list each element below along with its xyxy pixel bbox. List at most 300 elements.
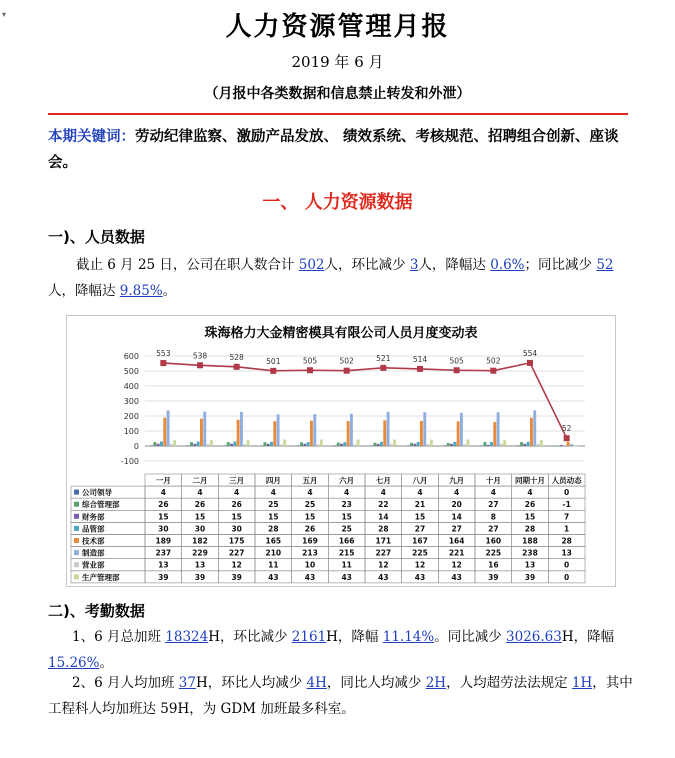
keywords-text: 劳动纪律监察、激励产品发放、 绩效系统、考核规范、招聘组合创新、座谈会。 xyxy=(48,129,619,171)
table-value: 12 xyxy=(378,560,389,570)
value-mom-decrease: 3 xyxy=(409,257,419,273)
bar xyxy=(203,412,206,446)
bar xyxy=(173,440,176,446)
bar xyxy=(163,418,166,446)
bar xyxy=(453,442,456,446)
total-point xyxy=(527,360,533,366)
total-data-label: 528 xyxy=(229,352,244,362)
total-data-label: 554 xyxy=(522,348,538,358)
personnel-paragraph xyxy=(48,252,633,304)
total-data-label: 501 xyxy=(266,356,281,366)
category-label: 三月 xyxy=(229,476,245,485)
table-value: 0 xyxy=(564,560,570,570)
bar xyxy=(387,412,390,446)
bar xyxy=(283,440,286,446)
legend-swatch xyxy=(74,502,79,507)
table-value: 225 xyxy=(412,548,428,558)
bar xyxy=(527,442,530,446)
y-tick-label: 200 xyxy=(123,412,139,421)
bar xyxy=(487,445,490,446)
bar xyxy=(263,442,266,446)
table-value: 39 xyxy=(194,572,206,582)
table-value: 26 xyxy=(231,500,242,510)
bar xyxy=(333,445,336,446)
table-value: 12 xyxy=(414,560,426,570)
table-value: 13 xyxy=(561,548,572,558)
bar xyxy=(310,421,313,446)
text-run: H，降幅 xyxy=(561,629,615,645)
table-value: 28 xyxy=(561,536,572,546)
bar xyxy=(370,445,373,446)
bar xyxy=(523,444,526,446)
bar xyxy=(237,420,240,446)
bar xyxy=(260,445,263,446)
table-value: 227 xyxy=(228,548,245,558)
bar xyxy=(427,444,430,446)
total-point xyxy=(380,365,386,371)
table-value: 15 xyxy=(341,512,352,522)
table-value: 25 xyxy=(304,500,316,510)
table-value: 215 xyxy=(338,548,355,558)
category-label: 四月 xyxy=(265,476,281,485)
series-name: 综合管理部 xyxy=(82,500,120,510)
bar xyxy=(187,445,190,446)
table-value: 7 xyxy=(564,512,570,522)
total-point xyxy=(417,366,423,372)
chart-canvas xyxy=(67,316,615,586)
bar xyxy=(350,414,353,446)
bar xyxy=(383,420,386,446)
bar xyxy=(343,442,346,446)
table-value: 15 xyxy=(268,512,279,522)
table-value: 4 xyxy=(160,488,166,498)
table-value: 28 xyxy=(268,524,279,534)
total-point xyxy=(490,368,496,374)
table-value: 30 xyxy=(231,524,242,534)
total-data-label: 505 xyxy=(302,356,318,366)
table-value: 169 xyxy=(302,536,318,546)
bar xyxy=(497,412,500,446)
value-mom-rate: 0.6% xyxy=(490,257,525,273)
value-headcount: 502 xyxy=(298,257,325,273)
value-avg-mom-decrease: 4H xyxy=(306,675,327,691)
bar xyxy=(463,444,466,446)
table-value: 43 xyxy=(451,572,462,582)
table-value: 4 xyxy=(234,488,240,498)
bar xyxy=(460,413,463,446)
bar xyxy=(537,444,540,446)
value-yoy-overtime-rate: 15.26% xyxy=(48,655,100,671)
bar xyxy=(390,444,393,446)
text-run: 人，降幅达 xyxy=(418,257,491,273)
legend-swatch xyxy=(74,538,79,543)
text-run: H，环比人均减少 xyxy=(195,675,307,691)
category-label: 十月 xyxy=(485,476,501,485)
table-value: 25 xyxy=(341,524,352,534)
table-value: 30 xyxy=(158,524,169,534)
bar xyxy=(277,415,280,447)
text-run: H，环比减少 xyxy=(208,629,292,645)
table-value: 43 xyxy=(268,572,279,582)
text-run: 人，环比减少 xyxy=(324,257,410,273)
table-value: 27 xyxy=(414,524,426,534)
bar xyxy=(347,421,350,446)
total-point xyxy=(307,367,313,373)
table-value: 0 xyxy=(564,488,570,498)
y-tick-label: 600 xyxy=(123,352,139,361)
bar xyxy=(393,440,396,446)
total-point xyxy=(270,368,276,374)
value-over-limit: 1H xyxy=(571,675,593,691)
total-data-label: 521 xyxy=(376,353,391,363)
table-value: 166 xyxy=(338,536,355,546)
bar xyxy=(193,444,196,446)
series-name: 生产管理部 xyxy=(82,572,120,582)
table-value: 39 xyxy=(524,572,536,582)
bar xyxy=(197,442,200,447)
bar xyxy=(297,445,300,446)
bar xyxy=(483,442,486,446)
bar xyxy=(373,443,376,446)
bar xyxy=(493,422,496,446)
bar xyxy=(303,444,306,446)
table-value: 30 xyxy=(194,524,206,534)
table-value: 27 xyxy=(451,524,462,534)
y-tick-label: 0 xyxy=(133,442,139,451)
text-run: 。 xyxy=(162,283,177,299)
value-mom-overtime-rate: 11.14% xyxy=(382,629,435,645)
table-value: 43 xyxy=(414,572,426,582)
category-label: 同期十月 xyxy=(515,476,545,485)
value-avg-yoy-decrease: 2H xyxy=(425,675,447,691)
table-value: 189 xyxy=(155,536,172,546)
table-value: 28 xyxy=(524,524,536,534)
bar xyxy=(517,445,520,446)
bar xyxy=(320,440,323,446)
value-mom-overtime-decrease: 2161 xyxy=(291,629,327,645)
table-value: 15 xyxy=(194,512,206,522)
bar xyxy=(380,442,383,446)
bar xyxy=(413,444,416,446)
table-value: 15 xyxy=(524,512,536,522)
table-value: 15 xyxy=(304,512,316,522)
table-value: 0 xyxy=(564,572,570,582)
category-label: 五月 xyxy=(302,476,318,485)
table-value: 39 xyxy=(488,572,499,582)
value-yoy-decrease: 52 xyxy=(596,257,614,273)
table-value: 165 xyxy=(265,536,282,546)
total-data-label: 538 xyxy=(192,351,208,361)
category-label: 一月 xyxy=(155,476,171,485)
bar xyxy=(410,443,413,446)
bar xyxy=(407,445,410,446)
bar xyxy=(243,444,246,446)
legend-swatch xyxy=(74,550,79,555)
bar xyxy=(423,412,426,446)
bar xyxy=(247,440,250,446)
bar xyxy=(230,444,233,446)
table-value: 43 xyxy=(378,572,389,582)
bar xyxy=(490,442,493,446)
table-value: 4 xyxy=(270,488,276,498)
bar xyxy=(233,442,236,447)
bar xyxy=(273,421,276,446)
total-data-label: 502 xyxy=(486,356,501,366)
table-value: 11 xyxy=(341,560,352,570)
value-total-overtime: 18324 xyxy=(165,629,209,645)
table-value: 13 xyxy=(524,560,536,570)
table-value: 26 xyxy=(524,500,536,510)
table-value: 20 xyxy=(451,500,462,510)
bar xyxy=(570,444,573,446)
legend-swatch xyxy=(74,490,79,495)
bar xyxy=(530,418,533,446)
bar xyxy=(553,446,556,447)
table-value: -1 xyxy=(562,500,571,510)
bar xyxy=(280,444,283,446)
table-value: 213 xyxy=(302,548,318,558)
table-value: 13 xyxy=(158,560,169,570)
category-label: 六月 xyxy=(339,476,355,485)
table-value: 4 xyxy=(307,488,313,498)
text-run: ，同比人均减少 xyxy=(326,675,426,691)
legend-swatch xyxy=(74,526,79,531)
bar xyxy=(267,444,270,446)
table-value: 21 xyxy=(414,500,426,510)
bar xyxy=(227,442,230,446)
table-value: 160 xyxy=(485,536,502,546)
table-value: 12 xyxy=(451,560,462,570)
legend-swatch xyxy=(74,574,79,579)
table-value: 8 xyxy=(490,512,496,522)
table-value: 4 xyxy=(417,488,423,498)
legend-swatch xyxy=(74,562,79,567)
bar xyxy=(240,412,243,446)
total-point xyxy=(160,360,166,366)
y-tick-label: 500 xyxy=(123,367,139,376)
table-value: 175 xyxy=(228,536,245,546)
collapse-marker: ▾ xyxy=(2,10,7,19)
total-point xyxy=(234,364,240,370)
table-value: 27 xyxy=(488,500,499,510)
y-tick-label: 400 xyxy=(123,382,139,391)
bar xyxy=(200,419,203,446)
bar xyxy=(157,444,160,446)
table-value: 238 xyxy=(522,548,538,558)
table-value: 225 xyxy=(485,548,502,558)
text-run: H，降幅 xyxy=(326,629,383,645)
bar xyxy=(357,440,360,446)
report-title: 人力资源管理月报 xyxy=(225,12,450,42)
bar xyxy=(300,442,303,446)
category-label: 人员动态 xyxy=(551,476,582,485)
table-value: 15 xyxy=(231,512,242,522)
divider-line xyxy=(48,113,628,115)
bar xyxy=(563,446,566,447)
series-name: 品管部 xyxy=(82,524,105,534)
section-heading-hr-data: 一、 人力资源数据 xyxy=(262,192,413,213)
bar xyxy=(560,445,563,446)
table-value: 210 xyxy=(265,548,282,558)
headcount-chart xyxy=(66,315,616,587)
table-value: 26 xyxy=(158,500,169,510)
text-run: ，人均超劳法法规定 xyxy=(446,675,572,691)
bar xyxy=(480,445,483,446)
attendance-line-2 xyxy=(48,670,633,722)
table-value: 188 xyxy=(522,536,538,546)
table-value: 1 xyxy=(564,524,570,534)
bar xyxy=(430,440,433,446)
table-value: 13 xyxy=(194,560,206,570)
y-tick-label: 300 xyxy=(123,397,139,406)
series-name: 技术部 xyxy=(82,536,105,546)
table-value: 10 xyxy=(304,560,316,570)
total-data-label: 553 xyxy=(156,349,171,359)
table-value: 4 xyxy=(380,488,386,498)
table-value: 164 xyxy=(448,536,465,546)
category-label: 七月 xyxy=(375,476,391,485)
table-value: 182 xyxy=(192,536,208,546)
bar xyxy=(577,446,580,447)
bar xyxy=(503,440,506,446)
table-value: 12 xyxy=(231,560,242,570)
confidential-notice: （月报中各类数据和信息禁止转发和外泄） xyxy=(204,86,471,102)
table-value: 43 xyxy=(304,572,316,582)
table-value: 26 xyxy=(194,500,206,510)
keywords-label: 本期关键词： xyxy=(48,129,135,145)
table-value: 237 xyxy=(155,548,172,558)
series-name: 财务部 xyxy=(82,512,105,522)
table-value: 39 xyxy=(231,572,242,582)
text-run: 1、6 月总加班 xyxy=(72,629,166,645)
table-value: 167 xyxy=(412,536,428,546)
bar xyxy=(500,444,503,446)
total-series-line xyxy=(163,363,566,438)
table-value: 4 xyxy=(454,488,460,498)
bar xyxy=(207,444,210,446)
bar xyxy=(170,444,173,446)
text-run: 。 xyxy=(99,655,113,671)
table-value: 4 xyxy=(527,488,533,498)
bar xyxy=(307,442,310,446)
bar xyxy=(573,446,576,447)
category-label: 九月 xyxy=(449,476,465,485)
series-name: 制造部 xyxy=(82,548,105,558)
table-value: 22 xyxy=(378,500,389,510)
bar xyxy=(447,443,450,446)
personnel-heading: 一)、人员数据 xyxy=(48,228,145,246)
table-value: 229 xyxy=(192,548,208,558)
y-tick-label: 100 xyxy=(123,427,139,436)
bar xyxy=(160,442,163,447)
table-value: 14 xyxy=(378,512,389,522)
bar xyxy=(150,445,153,446)
value-yoy-overtime-decrease: 3026.63 xyxy=(506,629,562,645)
value-yoy-rate: 9.85% xyxy=(119,283,163,299)
table-value: 28 xyxy=(378,524,389,534)
table-value: 16 xyxy=(488,560,499,570)
table-value: 15 xyxy=(414,512,426,522)
table-value: 25 xyxy=(268,500,279,510)
bar xyxy=(467,440,470,446)
table-value: 43 xyxy=(341,572,352,582)
table-value: 26 xyxy=(304,524,316,534)
bar xyxy=(313,414,316,446)
bar xyxy=(353,444,356,446)
table-value: 4 xyxy=(490,488,496,498)
y-tick-label: -100 xyxy=(120,457,139,466)
total-point xyxy=(344,368,350,374)
bar xyxy=(450,444,453,446)
attendance-heading: 二)、考勤数据 xyxy=(48,602,145,620)
series-name: 公司领导 xyxy=(82,488,112,498)
bar xyxy=(557,446,560,447)
total-point xyxy=(454,367,460,373)
bar xyxy=(377,444,380,446)
bar xyxy=(567,442,570,446)
bar xyxy=(457,421,460,446)
table-value: 27 xyxy=(488,524,499,534)
bar xyxy=(520,442,523,446)
bar xyxy=(270,442,273,446)
table-value: 15 xyxy=(158,512,169,522)
table-value: 171 xyxy=(375,536,392,546)
text-run: 2、6 月人均加班 xyxy=(72,675,179,691)
bar xyxy=(167,410,170,446)
text-run: ，其中工程科人均加班达 59H，为 GDM 加班最多科室。 xyxy=(48,675,633,717)
bar xyxy=(317,445,320,447)
bar xyxy=(417,442,420,446)
table-value: 14 xyxy=(451,512,462,522)
bar xyxy=(443,445,446,446)
text-run: ；同比减少 xyxy=(524,257,597,273)
bar xyxy=(420,421,423,446)
bar xyxy=(153,442,156,446)
table-value: 39 xyxy=(158,572,169,582)
category-label: 二月 xyxy=(192,476,208,485)
attendance-line-1 xyxy=(48,624,633,676)
total-data-label: 505 xyxy=(449,356,464,366)
bar xyxy=(190,442,193,446)
legend-swatch xyxy=(74,514,79,519)
total-data-label: 514 xyxy=(412,354,428,364)
text-run: 截止 6 月 25 日，公司在职人数合计 xyxy=(76,257,299,273)
table-value: 4 xyxy=(197,488,203,498)
bar xyxy=(210,440,213,446)
value-avg-overtime: 37 xyxy=(178,675,196,691)
text-run: 。同比减少 xyxy=(434,629,507,645)
chart-title: 珠海格力大金精密模具有限公司人员月度变动表 xyxy=(204,326,478,341)
bar xyxy=(340,444,343,446)
bar xyxy=(223,445,226,446)
report-date: 2019 年 6 月 xyxy=(291,53,384,71)
table-value: 221 xyxy=(448,548,465,558)
total-data-label: 502 xyxy=(339,356,354,366)
table-value: 4 xyxy=(344,488,350,498)
total-point xyxy=(197,362,203,368)
bar xyxy=(533,410,536,446)
table-value: 11 xyxy=(268,560,279,570)
text-run: 人，降幅达 xyxy=(48,283,120,299)
total-point xyxy=(564,435,570,441)
table-value: 227 xyxy=(375,548,392,558)
keywords-paragraph xyxy=(48,124,628,176)
series-name: 营业部 xyxy=(82,560,105,570)
category-label: 八月 xyxy=(412,476,428,485)
bar xyxy=(540,440,543,446)
table-value: 23 xyxy=(341,500,352,510)
bar xyxy=(337,443,340,446)
